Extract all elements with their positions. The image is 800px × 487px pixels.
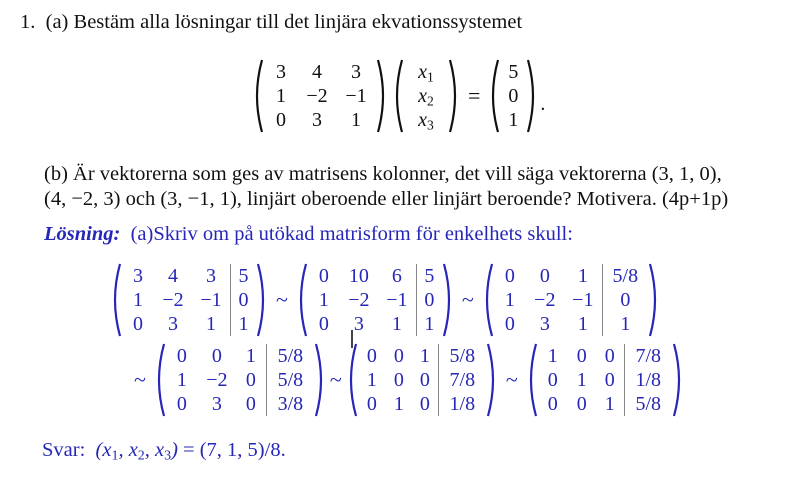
equation-system	[250, 58, 545, 134]
matrix-cell: 1	[176, 369, 187, 391]
left-paren-icon	[390, 58, 404, 134]
matrix-cell: 0	[547, 369, 558, 391]
matrix-cell: 0	[318, 265, 329, 287]
matrix-cell: 0	[133, 313, 143, 335]
var-x2: $x_2$	[418, 85, 434, 109]
matrix-cell: 0	[504, 265, 515, 287]
matrix-cell: 0	[393, 369, 404, 391]
matrix-cell: 6	[391, 265, 402, 287]
matrix-cell: 5/8	[438, 344, 486, 368]
matrix-cell: 3	[211, 393, 222, 415]
matrix-cell: −1	[386, 289, 408, 311]
matrix-cell: 1	[577, 313, 588, 335]
matrix-cell: 5/8	[602, 264, 648, 288]
matrix-cell: −1	[200, 289, 222, 311]
right-paren-icon	[442, 262, 456, 338]
matrix-cell: −2	[534, 289, 556, 311]
matrix-cell: 1	[604, 393, 615, 415]
solution-intro	[44, 222, 573, 246]
equals-sign: =	[468, 83, 481, 108]
matrix-cell: 10	[348, 265, 369, 287]
augmented-matrix-6	[538, 344, 672, 416]
matrix-cell: 0	[576, 345, 587, 367]
matrix-cell: 3	[353, 313, 364, 335]
right-paren-icon	[526, 58, 540, 134]
right-paren-icon	[314, 342, 328, 418]
left-paren-icon	[524, 342, 538, 418]
matrix-cell: 0	[547, 393, 558, 415]
part-b-line1: (b) Är vektorerna som ges av matrisens kolonner, det vill säga vektorerna (3, 1, 0),	[44, 163, 722, 185]
matrix-cell: 5/8	[624, 392, 672, 416]
reduction-row-1	[108, 262, 662, 338]
matrix-cell: 0	[419, 369, 430, 391]
tilde-sign: ~	[329, 367, 342, 392]
matrix-cell: 3	[206, 265, 216, 287]
matrix-cell: 1	[318, 289, 329, 311]
matrix-cell: 1/8	[624, 368, 672, 392]
period: .	[540, 93, 546, 115]
matrix-cell: 0	[366, 393, 377, 415]
matrix-cell: 0	[245, 393, 256, 415]
matrix-cell: −2	[162, 289, 184, 311]
right-paren-icon	[672, 342, 686, 418]
matrix-cell: 1	[547, 345, 558, 367]
matrix-cell: 1/8	[438, 392, 486, 416]
matrix-cell: −1	[572, 289, 594, 311]
part-b-line2: (4, −2, 3) och (3, −1, 1), linjärt oberoende eller linjärt beroende? Motivera. (4p+1p)	[44, 188, 729, 210]
right-paren-icon	[448, 58, 462, 134]
matrix-cell: 1	[245, 345, 256, 367]
problem-header	[20, 10, 522, 34]
solution-intro-text: (a)Skriv om på utökad matrisform för enkelhets skull:	[130, 223, 573, 245]
matrix-cell: 1	[206, 313, 216, 335]
left-paren-icon	[344, 342, 358, 418]
matrix-cell: 3	[276, 61, 286, 83]
left-paren-icon	[486, 58, 500, 134]
right-paren-icon	[648, 262, 662, 338]
matrix-cell: 0	[576, 393, 587, 415]
matrix-cell: 1	[393, 393, 404, 415]
matrix-cell: 1	[230, 312, 256, 336]
matrix-cell: 1	[276, 85, 286, 107]
rhs-cell: 5	[508, 61, 519, 83]
left-paren-icon	[152, 342, 166, 418]
matrix-cell: 1	[576, 369, 587, 391]
matrix-cell: 0	[366, 345, 377, 367]
tilde-sign: ~	[505, 367, 518, 392]
matrix-cell: 5	[230, 264, 256, 288]
answer-rhs: = (7, 1, 5)/8.	[183, 439, 286, 461]
matrix-cell: 0	[245, 369, 256, 391]
matrix-cell: 3	[133, 265, 143, 287]
matrix-cell: −2	[348, 289, 370, 311]
matrix-cell: 5/8	[266, 344, 314, 368]
answer-line	[42, 438, 286, 462]
matrix-cell: 1	[351, 109, 361, 131]
matrix-cell: 7/8	[624, 344, 672, 368]
matrix-cell: 1	[416, 312, 442, 336]
matrix-cell: 0	[504, 313, 515, 335]
augmented-matrix-3	[494, 264, 648, 336]
tilde-sign: ~	[134, 367, 146, 392]
var-x3: $x_3$	[418, 109, 434, 133]
answer-label: Svar:	[42, 439, 86, 461]
matrix-cell: 5	[416, 264, 442, 288]
right-paren-icon	[256, 262, 270, 338]
left-paren-icon	[250, 58, 264, 134]
matrix-cell: 0	[602, 288, 648, 312]
solution-heading: Lösning:	[44, 223, 121, 245]
matrix-cell: −2	[206, 369, 228, 391]
matrix-cell: 1	[366, 369, 377, 391]
matrix-cell: 7/8	[438, 368, 486, 392]
matrix-cell: 4	[168, 265, 178, 287]
coefficient-matrix	[264, 60, 376, 132]
augmented-matrix-5	[358, 344, 486, 416]
right-paren-icon	[486, 342, 500, 418]
reduction-row-2	[128, 342, 686, 418]
matrix-cell: 0	[176, 393, 187, 415]
right-paren-icon	[376, 58, 390, 134]
part-a-text: Bestäm alla lösningar till det linjära ekvationssystemet	[73, 11, 523, 33]
matrix-cell: 0	[393, 345, 404, 367]
matrix-cell: 0	[604, 345, 615, 367]
matrix-cell: −1	[345, 85, 367, 107]
matrix-cell: 0	[318, 313, 329, 335]
matrix-cell: 1	[602, 312, 648, 336]
problem-number: 1.	[20, 11, 36, 33]
matrix-cell: 1	[391, 313, 402, 335]
matrix-cell: 3	[312, 109, 322, 131]
augmented-matrix-2	[308, 264, 442, 336]
matrix-cell: 0	[419, 393, 430, 415]
augmented-matrix-1	[122, 264, 256, 336]
matrix-cell: 0	[176, 345, 187, 367]
matrix-cell: 3	[539, 313, 550, 335]
left-paren-icon	[480, 262, 494, 338]
matrix-cell: 0	[416, 288, 442, 312]
matrix-cell: 3/8	[266, 392, 314, 416]
var-x1: $x_1$	[418, 61, 434, 85]
matrix-cell: 1	[419, 345, 430, 367]
matrix-cell: 3	[351, 61, 361, 83]
matrix-cell: 0	[604, 369, 615, 391]
rhs-cell: 0	[508, 85, 519, 107]
left-paren-icon	[108, 262, 122, 338]
matrix-cell: 5/8	[266, 368, 314, 392]
augmented-matrix-4	[166, 344, 314, 416]
matrix-cell: 1	[133, 289, 143, 311]
matrix-cell: 1	[577, 265, 588, 287]
matrix-cell: 0	[539, 265, 550, 287]
matrix-cell: 3	[168, 313, 178, 335]
rhs-vector	[500, 60, 526, 132]
matrix-cell: 1	[504, 289, 515, 311]
variable-vector	[404, 60, 448, 132]
tilde-sign: ~	[461, 287, 474, 312]
matrix-cell: −2	[306, 85, 328, 107]
matrix-cell: 0	[276, 109, 286, 131]
answer-lhs: ($x_1$, $x_2$, $x_3$)	[95, 439, 178, 464]
matrix-cell: 0	[211, 345, 222, 367]
left-paren-icon	[294, 262, 308, 338]
part-a-label: (a)	[45, 11, 69, 33]
tilde-sign: ~	[276, 287, 288, 312]
matrix-cell: 0	[230, 288, 256, 312]
matrix-cell: 4	[312, 61, 322, 83]
rhs-cell: 1	[508, 109, 519, 131]
